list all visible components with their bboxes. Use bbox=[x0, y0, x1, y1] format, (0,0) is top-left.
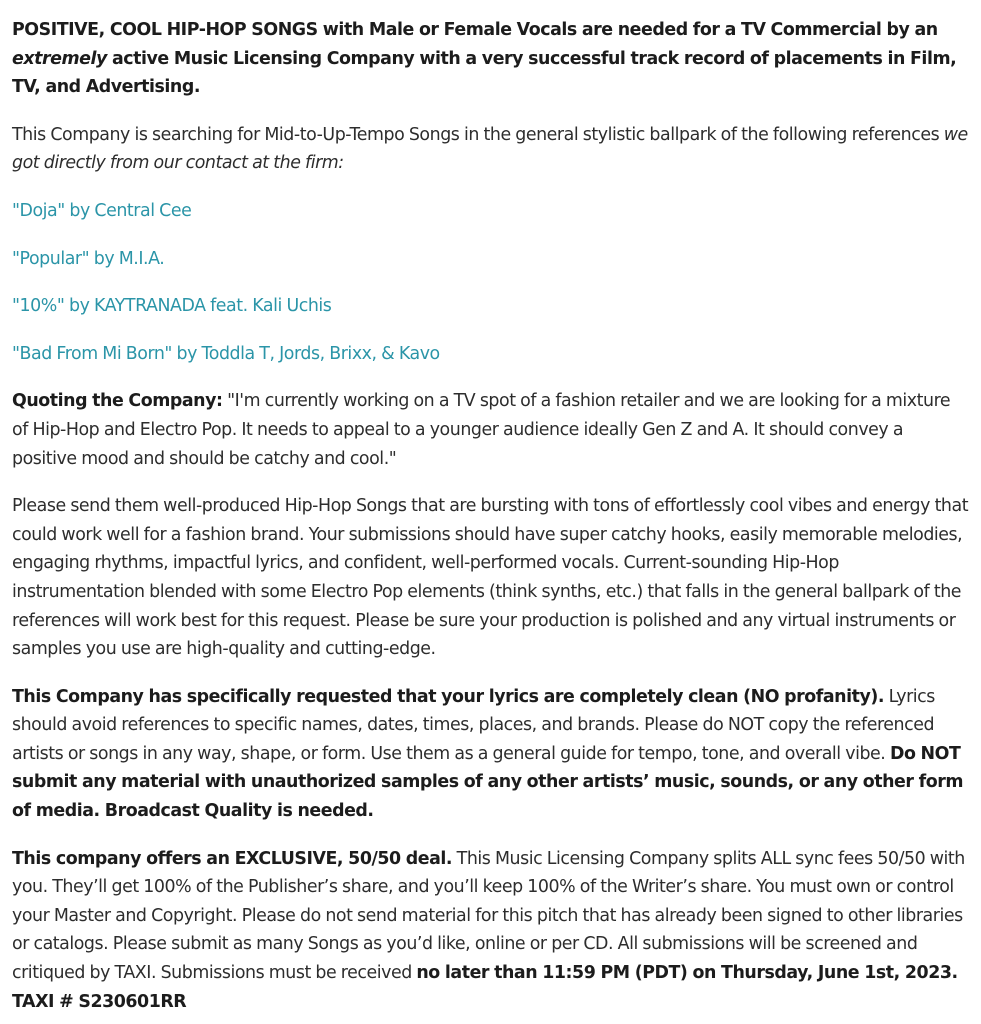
reference-link-doja[interactable]: "Doja" by Central Cee bbox=[12, 200, 192, 221]
deal-deadline: no later than 11:59 PM (PDT) on Thursday, June 1st, 2023. TAXI # S230601RR bbox=[12, 963, 958, 1012]
reference-item bbox=[12, 245, 969, 274]
headline-part2: active Music Licensing Company with a very successful track record of placements in Film, TV, and Advertising. bbox=[12, 48, 957, 98]
quote-paragraph bbox=[12, 387, 969, 473]
headline-part1: POSITIVE, COOL HIP-HOP SONGS with Male or Female Vocals are needed for a TV Commercial by an bbox=[12, 20, 938, 40]
reference-item bbox=[12, 292, 969, 321]
quote-text: "I'm currently working on a TV spot of a fashion retailer and we are looking for a mixture of Hip-Hop and Electro Pop. It needs to appeal to a younger audience ideally Gen Z and A. It should convey a positive mood and should be catchy and cool." bbox=[12, 391, 951, 469]
deal-bold-1: This company offers an EXCLUSIVE, 50/50 deal. bbox=[12, 848, 453, 869]
reference-link-popular[interactable]: "Popular" by M.I.A. bbox=[12, 248, 165, 269]
lyrics-rules-bold-1: This Company has specifically requested that your lyrics are completely clean (NO profanity). bbox=[12, 686, 885, 707]
reference-link-bad-from-mi-born[interactable]: "Bad From Mi Born" by Toddla T, Jords, Brixx, & Kavo bbox=[12, 343, 440, 364]
deal-paragraph bbox=[12, 845, 969, 1017]
reference-item bbox=[12, 197, 969, 226]
description-paragraph: Please send them well-produced Hip-Hop Songs that are bursting with tons of effortlessly cool vibes and energy that could work well for a fashion brand. Your submissions should have super catchy hooks, easily memorable melodies, engaging rhythms, impactful lyrics, and confident, well-performed vocals. Current-sounding Hip-Hop instrumentation blended with some Electro Pop elements (think synths, etc.) that falls in the general ballpark of the references will work best for this request. Please be sure your production is polished and any virtual instruments or samples you use are high-quality and cutting-edge. bbox=[12, 496, 969, 660]
intro-italic: we got directly from our contact at the firm: bbox=[12, 124, 968, 174]
lyrics-rules-paragraph bbox=[12, 683, 969, 826]
deal-text: This Music Licensing Company splits ALL sync fees 50/50 with you. They’ll get 100% of the Publisher’s share, and you’ll keep 100% of the Writer’s share. You must own or control your Master and Copyright. Please do not send material for this pitch that has already been signed to other libraries or catalogs. Please submit as many Songs as you’d like, online or per CD. All submissions will be screened and critiqued by TAXI. Submissions must be received bbox=[12, 848, 965, 984]
intro-paragraph bbox=[12, 121, 969, 178]
quote-label: Quoting the Company: bbox=[12, 391, 223, 412]
headline bbox=[12, 16, 969, 102]
headline-emphasis: extremely bbox=[12, 48, 107, 69]
intro-text: This Company is searching for Mid-to-Up-Tempo Songs in the general stylistic ballpark of the following references bbox=[12, 124, 944, 145]
reference-item bbox=[12, 340, 969, 369]
lyrics-rules-bold-2: Do NOT submit any material with unauthorized samples of any other artists’ music, sounds, or any other form of media. Broadcast Quality is needed. bbox=[12, 743, 964, 822]
reference-link-10-percent[interactable]: "10%" by KAYTRANADA feat. Kali Uchis bbox=[12, 296, 332, 317]
lyrics-rules-text: Lyrics should avoid references to specific names, dates, times, places, and brands. Please do NOT copy the referenced artists or songs in any way, shape, or form. Use them as a general guide for tempo, tone, and overall vibe. bbox=[12, 686, 935, 764]
